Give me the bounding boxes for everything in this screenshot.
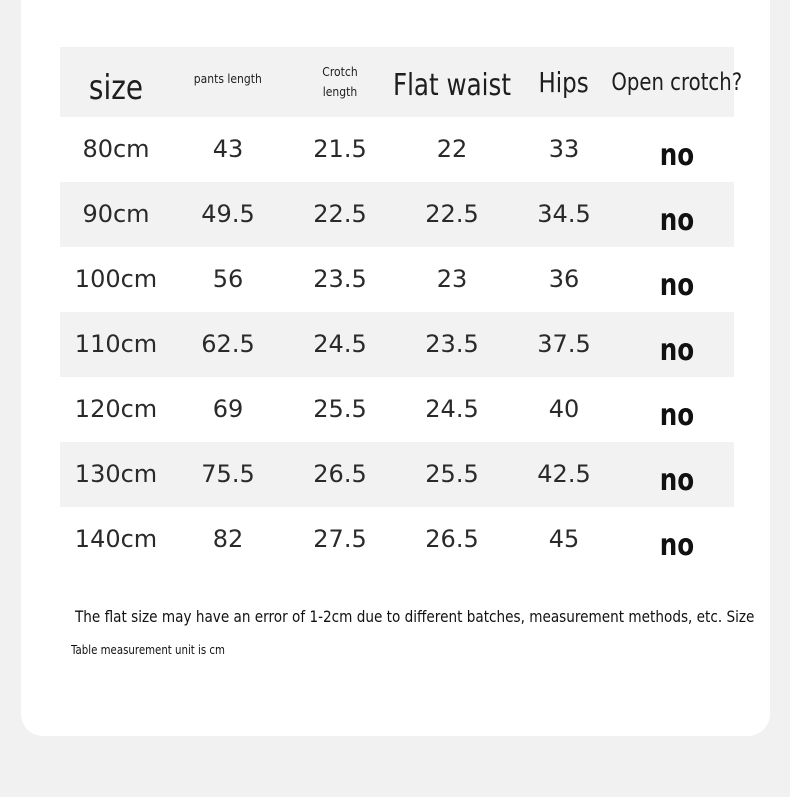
cell-flat-waist: 23.5 — [425, 329, 479, 358]
table-row — [60, 377, 734, 442]
cell-open-crotch: no — [659, 268, 695, 303]
table-header-row — [60, 47, 743, 117]
cell-crotch-length: 22.5 — [313, 199, 367, 228]
cell-hips: 42.5 — [537, 459, 591, 488]
table-row — [60, 442, 734, 507]
measurement-note-line1: The flat size may have an error of 1-2cm due to different batches, measurement methods, etc. Size — [75, 607, 755, 626]
header-size: size — [88, 68, 144, 108]
cell-pants-length: 82 — [212, 524, 244, 553]
cell-hips: 45 — [548, 524, 580, 553]
cell-open-crotch: no — [659, 463, 695, 498]
cell-crotch-length: 24.5 — [313, 329, 367, 358]
cell-hips: 36 — [548, 264, 580, 293]
cell-flat-waist: 22.5 — [425, 199, 479, 228]
header-pants-length: pants length — [193, 72, 263, 86]
cell-open-crotch: no — [659, 398, 695, 433]
cell-pants-length: 49.5 — [201, 199, 255, 228]
cell-pants-length: 75.5 — [201, 459, 255, 488]
cell-crotch-length: 21.5 — [313, 134, 367, 163]
cell-open-crotch: no — [659, 203, 695, 238]
cell-flat-waist: 24.5 — [425, 394, 479, 423]
cell-hips: 40 — [548, 394, 580, 423]
table-row — [60, 312, 734, 377]
header-crotch-length: Crotch length — [322, 65, 358, 99]
cell-flat-waist: 25.5 — [425, 459, 479, 488]
cell-size: 140cm — [74, 524, 158, 553]
table-row — [60, 117, 734, 182]
cell-open-crotch: no — [659, 333, 695, 368]
cell-flat-waist: 26.5 — [425, 524, 479, 553]
cell-size: 130cm — [74, 459, 158, 488]
cell-size: 90cm — [82, 199, 150, 228]
cell-crotch-length: 25.5 — [313, 394, 367, 423]
cell-crotch-length: 27.5 — [313, 524, 367, 553]
cell-open-crotch: no — [659, 528, 695, 563]
table-row — [60, 247, 734, 312]
measurement-note-line2: Table measurement unit is cm — [71, 643, 225, 657]
cell-size: 100cm — [74, 264, 158, 293]
cell-pants-length: 69 — [212, 394, 244, 423]
cell-size: 110cm — [74, 329, 158, 358]
cell-flat-waist: 22 — [436, 134, 468, 163]
cell-crotch-length: 26.5 — [313, 459, 367, 488]
cell-size: 80cm — [82, 134, 150, 163]
cell-open-crotch: no — [659, 138, 695, 173]
size-table — [60, 47, 743, 572]
cell-pants-length: 56 — [212, 264, 244, 293]
header-flat-waist: Flat waist — [392, 67, 512, 103]
cell-flat-waist: 23 — [436, 264, 468, 293]
cell-hips: 37.5 — [537, 329, 591, 358]
cell-pants-length: 43 — [212, 134, 244, 163]
header-open-crotch: Open crotch? — [611, 68, 743, 96]
header-hips: Hips — [538, 65, 590, 99]
cell-hips: 33 — [548, 134, 580, 163]
cell-pants-length: 62.5 — [201, 329, 255, 358]
table-row — [60, 182, 734, 247]
cell-crotch-length: 23.5 — [313, 264, 367, 293]
cell-size: 120cm — [74, 394, 158, 423]
table-row — [60, 507, 734, 572]
cell-hips: 34.5 — [537, 199, 591, 228]
